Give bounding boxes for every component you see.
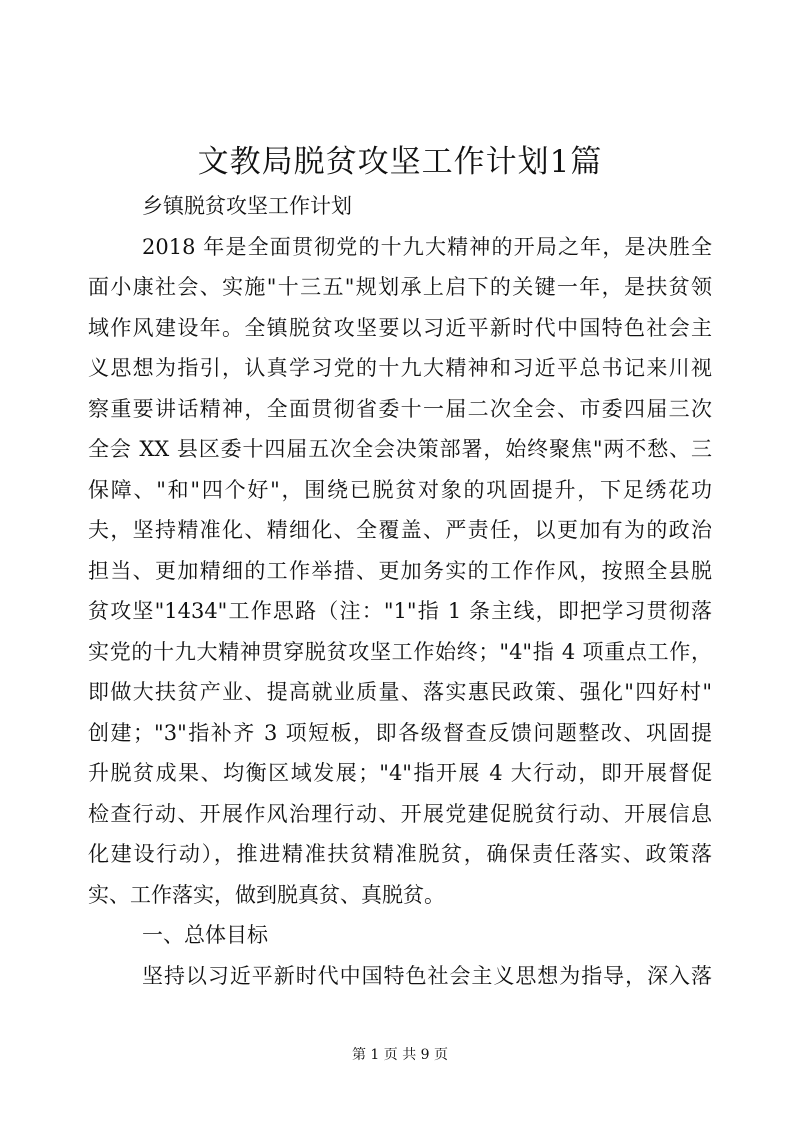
paragraph-line: 贫攻坚"1434"工作思路（注："1"指 1 条主线，即把学习贯彻落 <box>88 599 712 623</box>
page-footer: 第 1 页 共 9 页 <box>351 1047 449 1063</box>
paragraph-line: 保障、"和"四个好"，围绕已脱贫对象的巩固提升，下足绣花功 <box>88 477 712 502</box>
paragraph-line: 创建；"3"指补齐 3 项短板，即各级督查反馈问题整改、巩固提 <box>88 720 712 745</box>
paragraph-line: 域作风建设年。全镇脱贫攻坚要以习近平新时代中国特色社会主 <box>88 315 712 340</box>
paragraph-line: 检查行动、开展作风治理行动、开展党建促脱贫行动、开展信息 <box>88 801 712 826</box>
document-title: 文教局脱贫攻坚工作计划1篇 <box>197 144 603 180</box>
section-heading: 一、总体目标 <box>142 923 268 947</box>
paragraph-line: 2018 年是全面贯彻党的十九大精神的开局之年，是决胜全 <box>142 234 712 259</box>
paragraph-line: 化建设行动），推进精准扶贫精准脱贫，确保责任落实、政策落 <box>88 842 712 866</box>
paragraph-line: 坚持以习近平新时代中国特色社会主义思想为指导，深入落 <box>142 963 712 988</box>
paragraph-line: 夫，坚持精准化、精细化、全覆盖、严责任，以更加有为的政治 <box>88 518 712 542</box>
paragraph-line: 义思想为指引，认真学习党的十九大精神和习近平总书记来川视 <box>88 356 712 380</box>
paragraph-line: 即做大扶贫产业、提高就业质量、落实惠民政策、强化"四好村" <box>88 680 712 704</box>
document-body <box>88 186 712 996</box>
paragraph-line: 全会 XX 县区委十四届五次全会决策部署，始终聚焦"两不愁、三 <box>88 437 712 461</box>
paragraph-line: 升脱贫成果、均衡区域发展；"4"指开展 4 大行动，即开展督促 <box>88 761 712 785</box>
subtitle-line: 乡镇脱贫攻坚工作计划 <box>142 194 352 218</box>
paragraph-line: 面小康社会、实施"十三五"规划承上启下的关键一年，是扶贫领 <box>88 275 712 299</box>
paragraph-line: 实党的十九大精神贯穿脱贫攻坚工作始终；"4"指 4 项重点工作， <box>88 639 712 664</box>
paragraph-line: 实、工作落实，做到脱真贫、真脱贫。 <box>88 882 445 907</box>
paragraph-line: 担当、更加精细的工作举措、更加务实的工作作风，按照全县脱 <box>88 558 712 583</box>
paragraph-line: 察重要讲话精神，全面贯彻省委十一届二次全会、市委四届三次 <box>88 396 712 421</box>
